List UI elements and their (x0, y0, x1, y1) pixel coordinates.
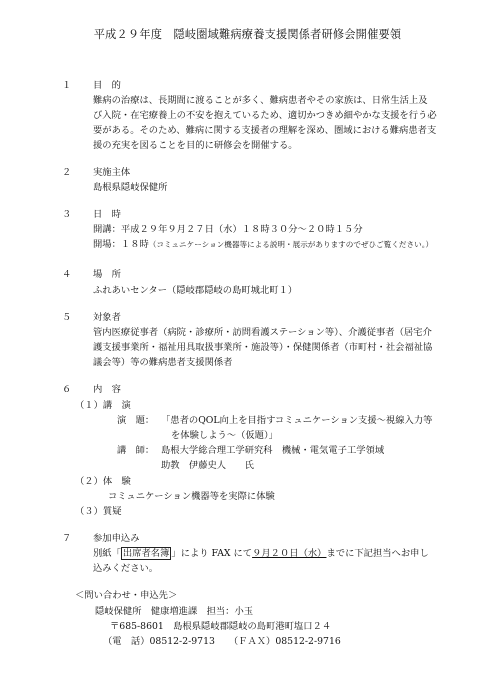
application-instruction (93, 547, 429, 560)
lecturer-label: 講 師： (117, 445, 155, 456)
experience-description: コミュニケーション機器等を実際に体験 (108, 491, 275, 502)
contact-address: 〒685-8601 島根県隠岐郡隠岐の島町港町塩口２４ (110, 621, 332, 632)
section-5-line: 管内医療従事者（病院・診療所・訪問看護ステーション等）、介護従事者（居宅介 (93, 327, 432, 338)
section-5-number: ５ (62, 312, 72, 323)
application-text-a: 別紙「 (93, 548, 121, 559)
document-title: 平成２９年度 隠岐圏域難病療養支援関係者研修会開催要領 (93, 28, 402, 41)
lecturer-name: 助教 伊藤史人 氏 (161, 460, 254, 471)
open-time-text: 開場：１８時 (93, 239, 149, 250)
lecture-theme-label: 演 題： (117, 415, 155, 426)
section-4-line: ふれあいセンター（隠岐郡隠岐の島町城北町１） (93, 285, 298, 296)
section-1-line: 難病の治療は、長期間に渡ることが多く、難病患者やその家族は、日常生活上及 (93, 95, 428, 106)
application-text-b: 」により FAX にて (171, 548, 253, 559)
section-6-heading: 内 容 (93, 384, 121, 395)
subsection-experience: （２）体 験 (75, 476, 131, 487)
section-4-number: ４ (62, 269, 72, 280)
section-7-heading: 参加申込み (93, 533, 140, 544)
attendee-form-name: 出席者名簿 (122, 548, 170, 559)
section-5-line: 議会等）等の難病患者支援関係者 (93, 357, 233, 368)
section-1-heading: 目 的 (93, 80, 121, 91)
application-deadline: ９月２０日（水） (252, 548, 327, 559)
section-6-number: ６ (62, 384, 72, 395)
application-text-c: までに下記担当へお申し (326, 548, 429, 559)
section-3-number: ３ (62, 209, 72, 220)
contact-phone-fax: （電 話）08512-2-9713 （ＦＡＸ）08512-2-9716 (103, 636, 341, 647)
section-5-line: 護支援事業所・福祉用具取扱事業所・施設等）・保健関係者（市町村・社会福祉協 (93, 342, 433, 353)
section-7-number: ７ (62, 533, 72, 544)
lecture-theme-continued: を体験しよう～（仮題）」 (171, 430, 278, 441)
subsection-qa: （３）質疑 (75, 506, 122, 517)
section-5-heading: 対象者 (93, 312, 121, 323)
section-3-open-time (93, 238, 433, 251)
application-instruction-continued: 込みください。 (93, 563, 159, 574)
section-2-number: ２ (62, 167, 72, 178)
section-1-line: び入院・在宅療養上の不安を抱えているため、適切かつきめ細やかな支援を行う必 (93, 110, 437, 121)
section-2-line: 島根県隠岐保健所 (93, 182, 168, 193)
contact-heading: ＜問い合わせ・申込先＞ (75, 590, 178, 601)
contact-office: 隠岐保健所 健康増進課 担当：小玉 (95, 606, 254, 617)
lecture-theme: 「患者のQOL向上を目指すコミュニケーション支援～視線入力等 (161, 415, 433, 426)
section-1-line: 要がある。そのため、難病に関する支援者の理解を深め、圏域における難病患者支 (93, 125, 437, 136)
subsection-lecture: （１）講 演 (75, 400, 131, 411)
section-3-heading: 日 時 (93, 209, 121, 220)
section-1-line: 援の充実を図ることを目的に研修会を開催する。 (93, 140, 298, 151)
section-3-start-time: 開講：平成２９年９月２７日（水）１８時３０分～２０時１５分 (93, 224, 363, 235)
open-time-note: （コミュニケーション機器等による説明・展示がありますのでぜひご覧ください。） (148, 240, 434, 249)
section-2-heading: 実施主体 (93, 167, 131, 178)
section-4-heading: 場 所 (93, 269, 121, 280)
section-1-number: １ (62, 80, 72, 91)
lecturer-affiliation: 島根大学総合理工学研究科 機械・電気電子工学領域 (161, 445, 385, 456)
